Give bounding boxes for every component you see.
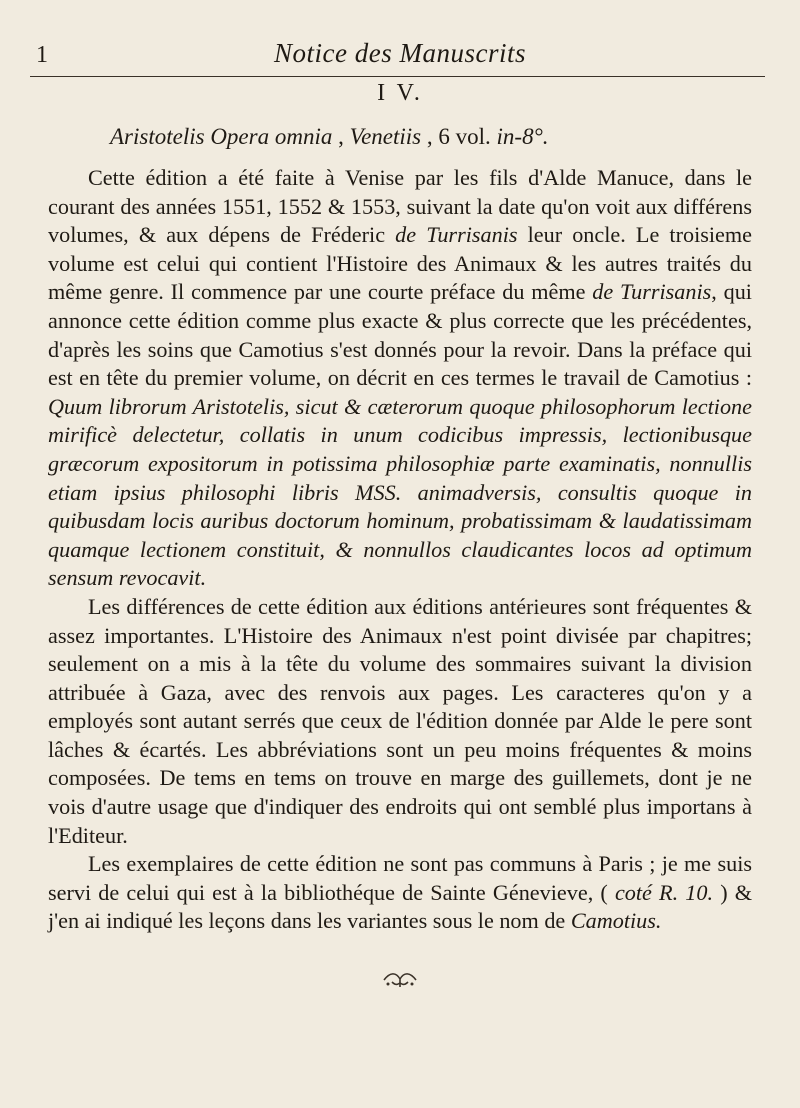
section-number: I V. — [377, 80, 423, 106]
body-text — [48, 164, 752, 936]
text-run: , qui annonce cette édition comme plus exacte & plus correcte que les précédentes, d'après les soins que Camotius s'est donnés pour la revoir. Dans la préface qui est en tête du premier volume, on décrit en ces termes le travail de Camotius : — [48, 279, 752, 391]
entry-title: Opera omnia — [210, 124, 333, 149]
entry-volumes: 6 vol. — [438, 124, 491, 149]
latin-quotation: Quum librorum Aristotelis, sicut & cæterorum quoque philosophorum lectione mirificè delectetur, collatis in unum codicibus impressis, lectionibusque græcorum expositorum in potissima philosophiæ parte examinatis, nonnullis etiam ipsius philosophi libris MSS. animadversis, consultis quoque in quibusdam locis auribus doctorum hominum, probatissimam & laudatissimam quamque lectionem constituit, & nonnullos claudicantes locos ad optimum sensum revocavit. — [48, 393, 752, 591]
entry-heading — [110, 124, 549, 150]
page-number: 1 — [36, 42, 48, 68]
paragraph-1 — [48, 164, 752, 593]
fleuron-ornament — [0, 968, 800, 996]
entry-author: Aristotelis — [110, 124, 205, 149]
text-run: Les exemplaires de cette édition ne sont pas communs à Paris ; je me suis servi de celui qui est à la bibliothéque de Sainte Génevieve, ( — [48, 851, 752, 905]
italic-name: de Turrisanis — [592, 279, 712, 305]
running-head: Notice des Manuscrits — [274, 38, 526, 68]
fleuron-icon — [380, 968, 420, 990]
entry-separator: , — [421, 124, 439, 149]
italic-name: de Turrisanis — [395, 222, 518, 248]
header-rule — [30, 76, 765, 77]
text-run: leur oncle. Le troisieme volume est celui qui contient l'Histoire des Animaux & les autres traités du même genre. Il commence par une courte préface du même — [48, 222, 752, 305]
entry-format: in-8°. — [496, 124, 549, 149]
shelfmark: coté R. 10. — [614, 879, 714, 905]
paragraph-3 — [48, 850, 752, 936]
paragraph-2: Les différences de cette édition aux éditions antérieures sont fréquentes & assez importantes. L'Histoire des Animaux n'est point divisée par chapitres; seulement on a mis à la tête du volume des sommaires suivant la division attribuée à Gaza, avec des renvois aux pages. Les caracteres qu'on y a employés sont autant serrés que ceux de l'édition donnée par Alde le pere sont lâches & écartés. Les abbréviations sont un peu moins fréquentes & moins composées. De tems en tems on trouve en marge des guillemets, dont je ne vois d'autre usage que d'indiquer des endroits qui ont semblé plus importans à l'Editeur. — [48, 593, 752, 848]
entry-place: Venetiis — [349, 124, 422, 149]
entry-separator: , — [332, 124, 350, 149]
italic-name: Camotius. — [570, 908, 662, 934]
text-run: ) & j'en ai indiqué les leçons dans les variantes sous le nom de — [48, 879, 752, 934]
text-run: Cette édition a été faite à Venise par les fils d'Alde Manuce, dans le courant des années 1551, 1552 & 1553, suivant la date qu'on voit aux différens volumes, & aux dépens de Fréderic — [48, 165, 752, 248]
